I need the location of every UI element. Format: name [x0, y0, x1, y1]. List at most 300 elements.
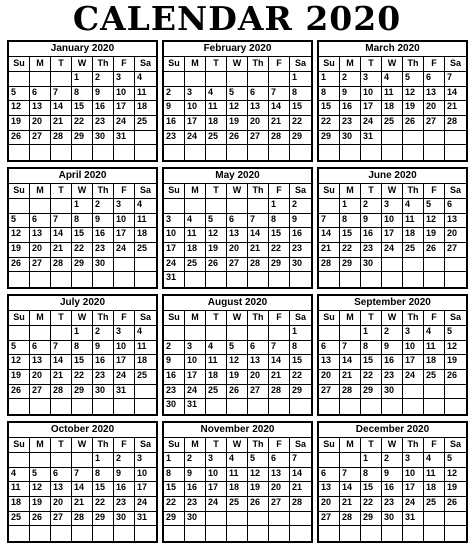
day-cell: [227, 72, 248, 87]
day-cell: 20: [445, 228, 466, 243]
weekday-label: M: [185, 184, 206, 199]
day-cell: 15: [290, 101, 311, 116]
day-cell: 14: [319, 228, 340, 243]
day-cell: [30, 72, 51, 87]
week-row: [319, 497, 466, 512]
weekday-label: Sa: [135, 311, 156, 326]
weekday-label: Su: [319, 438, 340, 453]
day-cell: 17: [185, 116, 206, 131]
day-cell: 6: [30, 341, 51, 356]
week-row: [319, 116, 466, 131]
day-cell: 8: [72, 341, 93, 356]
day-cell: [227, 326, 248, 341]
week-row: [164, 145, 311, 160]
day-cell: [403, 272, 424, 287]
weekday-label: F: [269, 57, 290, 72]
day-cell: 29: [319, 131, 340, 146]
day-cell: 23: [93, 116, 114, 131]
day-cell: 13: [248, 101, 269, 116]
day-cell: [382, 526, 403, 541]
day-cell: 25: [135, 370, 156, 385]
week-row: [9, 355, 156, 370]
day-cell: [382, 399, 403, 414]
week-row: [9, 258, 156, 273]
day-cell: 17: [135, 482, 156, 497]
week-row: [9, 385, 156, 400]
day-cell: 20: [424, 101, 445, 116]
calendar-title: CALENDAR 2020: [72, 0, 402, 38]
week-row: [164, 326, 311, 341]
day-cell: [319, 145, 340, 160]
day-cell: 21: [248, 243, 269, 258]
week-row: [9, 145, 156, 160]
day-cell: 9: [93, 214, 114, 229]
day-cell: 2: [340, 72, 361, 87]
day-cell: [403, 131, 424, 146]
day-cell: 1: [269, 199, 290, 214]
day-cell: [445, 258, 466, 273]
day-cell: [340, 326, 361, 341]
day-cell: 15: [361, 355, 382, 370]
day-cell: [206, 526, 227, 541]
day-cell: 2: [382, 453, 403, 468]
day-cell: 26: [248, 497, 269, 512]
day-cell: 31: [114, 385, 135, 400]
day-cell: 30: [361, 258, 382, 273]
day-cell: 20: [30, 370, 51, 385]
day-cell: 26: [30, 512, 51, 527]
month-title: July 2020: [9, 296, 156, 311]
day-cell: 20: [248, 370, 269, 385]
day-cell: 29: [290, 131, 311, 146]
day-cell: [319, 272, 340, 287]
day-cell: 18: [135, 228, 156, 243]
day-cell: 27: [30, 385, 51, 400]
day-cell: 10: [114, 87, 135, 102]
day-cell: 26: [206, 258, 227, 273]
day-cell: 6: [269, 453, 290, 468]
day-cell: [227, 399, 248, 414]
day-cell: 17: [114, 101, 135, 116]
day-cell: 28: [51, 131, 72, 146]
months-grid: [7, 40, 468, 553]
day-cell: 25: [227, 497, 248, 512]
day-cell: 31: [164, 272, 185, 287]
day-cell: 26: [9, 131, 30, 146]
day-cell: [445, 145, 466, 160]
day-cell: 13: [269, 468, 290, 483]
day-cell: 6: [51, 468, 72, 483]
weekday-label: W: [382, 184, 403, 199]
week-row: [164, 512, 311, 527]
day-cell: 22: [72, 243, 93, 258]
weekday-label: Th: [403, 184, 424, 199]
week-row: [164, 131, 311, 146]
day-cell: 4: [227, 453, 248, 468]
weekday-label: Th: [248, 311, 269, 326]
day-cell: 23: [93, 243, 114, 258]
day-cell: 19: [9, 116, 30, 131]
weekday-header: [164, 311, 311, 326]
weekday-label: Th: [248, 438, 269, 453]
day-cell: 30: [114, 512, 135, 527]
day-cell: 1: [72, 199, 93, 214]
day-cell: 8: [93, 468, 114, 483]
day-cell: 11: [135, 341, 156, 356]
weekday-header: [9, 438, 156, 453]
day-cell: 28: [340, 512, 361, 527]
day-cell: 24: [382, 243, 403, 258]
day-cell: 28: [72, 512, 93, 527]
day-cell: [319, 326, 340, 341]
day-cell: 23: [382, 370, 403, 385]
day-cell: [424, 131, 445, 146]
month-block: [7, 167, 158, 289]
weekday-label: Su: [9, 311, 30, 326]
weekday-label: Sa: [290, 184, 311, 199]
day-cell: 19: [445, 482, 466, 497]
weekday-label: M: [30, 184, 51, 199]
week-row: [164, 453, 311, 468]
day-cell: 1: [290, 72, 311, 87]
day-cell: [185, 145, 206, 160]
day-cell: 18: [403, 228, 424, 243]
day-cell: 12: [9, 228, 30, 243]
weekday-label: Su: [319, 184, 340, 199]
day-cell: [361, 526, 382, 541]
day-cell: 12: [424, 214, 445, 229]
day-cell: 28: [290, 497, 311, 512]
day-cell: [319, 399, 340, 414]
day-cell: 7: [51, 87, 72, 102]
day-cell: 14: [340, 482, 361, 497]
day-cell: 2: [93, 199, 114, 214]
weekday-label: T: [361, 57, 382, 72]
weekday-label: Sa: [445, 311, 466, 326]
day-cell: 25: [185, 258, 206, 273]
day-cell: 29: [93, 512, 114, 527]
weekday-label: W: [227, 57, 248, 72]
day-cell: 20: [248, 116, 269, 131]
week-row: [9, 101, 156, 116]
day-cell: 21: [290, 482, 311, 497]
weekday-header: [9, 311, 156, 326]
day-cell: [340, 526, 361, 541]
day-cell: 5: [9, 341, 30, 356]
day-cell: 3: [114, 199, 135, 214]
weekday-label: T: [206, 57, 227, 72]
day-cell: [319, 526, 340, 541]
weekday-header: [319, 311, 466, 326]
day-cell: [51, 145, 72, 160]
day-cell: 1: [164, 453, 185, 468]
day-cell: 13: [248, 355, 269, 370]
day-cell: 25: [206, 385, 227, 400]
day-cell: [361, 272, 382, 287]
day-cell: 28: [51, 258, 72, 273]
day-cell: 1: [319, 72, 340, 87]
day-cell: [72, 272, 93, 287]
day-cell: 12: [445, 468, 466, 483]
day-cell: 19: [248, 482, 269, 497]
week-row: [319, 228, 466, 243]
day-cell: 18: [206, 116, 227, 131]
day-cell: 12: [206, 228, 227, 243]
day-cell: 13: [445, 214, 466, 229]
day-cell: 2: [114, 453, 135, 468]
day-cell: 21: [269, 370, 290, 385]
day-cell: 28: [269, 385, 290, 400]
weekday-label: Sa: [135, 57, 156, 72]
day-cell: [290, 145, 311, 160]
day-cell: 1: [72, 326, 93, 341]
weekday-label: F: [114, 438, 135, 453]
weekday-header: [319, 438, 466, 453]
week-row: [9, 214, 156, 229]
day-cell: 11: [227, 468, 248, 483]
day-cell: [361, 145, 382, 160]
day-cell: 12: [403, 87, 424, 102]
day-cell: 23: [340, 116, 361, 131]
day-cell: [269, 272, 290, 287]
weekday-label: Th: [93, 438, 114, 453]
day-cell: [135, 131, 156, 146]
weekday-label: F: [114, 57, 135, 72]
day-cell: [72, 145, 93, 160]
day-cell: [93, 526, 114, 541]
day-cell: 18: [424, 482, 445, 497]
day-cell: 27: [319, 385, 340, 400]
week-row: [319, 243, 466, 258]
day-cell: 7: [340, 468, 361, 483]
week-row: [319, 468, 466, 483]
day-cell: 17: [114, 228, 135, 243]
weekday-label: Su: [164, 184, 185, 199]
day-cell: 5: [206, 214, 227, 229]
month-block: [317, 421, 468, 543]
day-cell: 28: [269, 131, 290, 146]
day-cell: 18: [424, 355, 445, 370]
month-title: February 2020: [164, 42, 311, 57]
day-cell: 3: [164, 214, 185, 229]
month-block: [162, 294, 313, 416]
week-row: [9, 326, 156, 341]
week-row: [164, 228, 311, 243]
day-cell: 10: [114, 214, 135, 229]
day-cell: [424, 145, 445, 160]
day-cell: [248, 399, 269, 414]
day-cell: 14: [51, 355, 72, 370]
day-cell: [382, 272, 403, 287]
day-cell: 8: [269, 214, 290, 229]
month-block: [7, 294, 158, 416]
day-cell: 21: [340, 497, 361, 512]
day-cell: [248, 72, 269, 87]
week-row: [9, 482, 156, 497]
day-cell: 16: [93, 228, 114, 243]
weekday-label: F: [269, 311, 290, 326]
week-row: [319, 145, 466, 160]
weekday-label: T: [206, 184, 227, 199]
day-cell: [403, 399, 424, 414]
week-row: [164, 72, 311, 87]
day-cell: 12: [227, 355, 248, 370]
day-cell: 15: [361, 482, 382, 497]
day-cell: 25: [424, 370, 445, 385]
day-cell: 14: [248, 228, 269, 243]
day-cell: [164, 326, 185, 341]
day-cell: 24: [403, 497, 424, 512]
weekday-header: [164, 184, 311, 199]
day-cell: [290, 512, 311, 527]
day-cell: 2: [361, 199, 382, 214]
day-cell: [227, 272, 248, 287]
day-cell: [9, 453, 30, 468]
day-cell: 28: [340, 385, 361, 400]
day-cell: [72, 526, 93, 541]
week-row: [164, 526, 311, 541]
day-cell: 10: [164, 228, 185, 243]
day-cell: 4: [403, 199, 424, 214]
day-cell: 3: [382, 199, 403, 214]
day-cell: [30, 199, 51, 214]
day-cell: 7: [51, 341, 72, 356]
day-cell: 30: [340, 131, 361, 146]
day-cell: 22: [361, 370, 382, 385]
week-row: [9, 228, 156, 243]
month-block: [162, 40, 313, 162]
weekday-label: Sa: [290, 57, 311, 72]
day-cell: 30: [185, 512, 206, 527]
day-cell: [72, 399, 93, 414]
day-cell: [248, 199, 269, 214]
day-cell: [185, 326, 206, 341]
day-cell: 13: [30, 355, 51, 370]
day-cell: [206, 145, 227, 160]
day-cell: 11: [9, 482, 30, 497]
day-cell: 16: [114, 482, 135, 497]
day-cell: [424, 512, 445, 527]
week-row: [319, 72, 466, 87]
day-cell: 29: [72, 258, 93, 273]
day-cell: 24: [114, 370, 135, 385]
day-cell: 20: [30, 243, 51, 258]
day-cell: 25: [135, 116, 156, 131]
weekday-label: T: [51, 184, 72, 199]
week-row: [319, 272, 466, 287]
day-cell: 17: [114, 355, 135, 370]
day-cell: [424, 385, 445, 400]
weekday-label: M: [340, 311, 361, 326]
weekday-label: F: [424, 311, 445, 326]
week-row: [164, 258, 311, 273]
week-row: [319, 341, 466, 356]
day-cell: 1: [361, 453, 382, 468]
day-cell: 10: [403, 468, 424, 483]
day-cell: 6: [227, 214, 248, 229]
day-cell: 4: [9, 468, 30, 483]
day-cell: 3: [361, 72, 382, 87]
day-cell: 2: [93, 72, 114, 87]
day-cell: 11: [424, 341, 445, 356]
day-cell: 7: [269, 87, 290, 102]
day-cell: 21: [51, 370, 72, 385]
day-cell: [290, 399, 311, 414]
day-cell: 14: [269, 101, 290, 116]
day-cell: [135, 258, 156, 273]
day-cell: [135, 526, 156, 541]
day-cell: 28: [248, 258, 269, 273]
day-cell: 15: [319, 101, 340, 116]
day-cell: 8: [361, 468, 382, 483]
day-cell: 18: [135, 355, 156, 370]
day-cell: 31: [135, 512, 156, 527]
day-cell: [206, 326, 227, 341]
day-cell: [206, 512, 227, 527]
day-cell: 16: [382, 355, 403, 370]
day-cell: 30: [93, 258, 114, 273]
weekday-label: Su: [164, 438, 185, 453]
day-cell: [227, 526, 248, 541]
day-cell: [114, 145, 135, 160]
day-cell: 19: [424, 228, 445, 243]
day-cell: [340, 399, 361, 414]
week-row: [319, 482, 466, 497]
day-cell: 21: [445, 101, 466, 116]
weekday-label: T: [51, 57, 72, 72]
day-cell: [114, 399, 135, 414]
day-cell: [72, 453, 93, 468]
day-cell: 23: [290, 243, 311, 258]
weekday-label: T: [51, 438, 72, 453]
day-cell: 20: [319, 497, 340, 512]
week-row: [9, 272, 156, 287]
day-cell: 26: [403, 116, 424, 131]
day-cell: 2: [93, 326, 114, 341]
day-cell: 25: [135, 243, 156, 258]
weekday-header: [164, 438, 311, 453]
day-cell: 13: [30, 101, 51, 116]
day-cell: 7: [445, 72, 466, 87]
day-cell: [445, 272, 466, 287]
day-cell: 5: [30, 468, 51, 483]
day-cell: 29: [340, 258, 361, 273]
week-row: [164, 272, 311, 287]
day-cell: 23: [185, 497, 206, 512]
day-cell: [445, 526, 466, 541]
weekday-header: [319, 184, 466, 199]
day-cell: 12: [9, 355, 30, 370]
day-cell: 3: [403, 453, 424, 468]
day-cell: 9: [361, 214, 382, 229]
weekday-label: Th: [403, 438, 424, 453]
day-cell: 27: [445, 243, 466, 258]
day-cell: [445, 131, 466, 146]
day-cell: 10: [206, 468, 227, 483]
day-cell: [382, 145, 403, 160]
day-cell: [403, 526, 424, 541]
day-cell: 5: [9, 87, 30, 102]
day-cell: [248, 526, 269, 541]
day-cell: [30, 453, 51, 468]
day-cell: 24: [185, 385, 206, 400]
day-cell: 4: [424, 326, 445, 341]
day-cell: 1: [290, 326, 311, 341]
day-cell: 19: [445, 355, 466, 370]
day-cell: 30: [290, 258, 311, 273]
day-cell: 27: [248, 385, 269, 400]
month-block: [162, 167, 313, 289]
